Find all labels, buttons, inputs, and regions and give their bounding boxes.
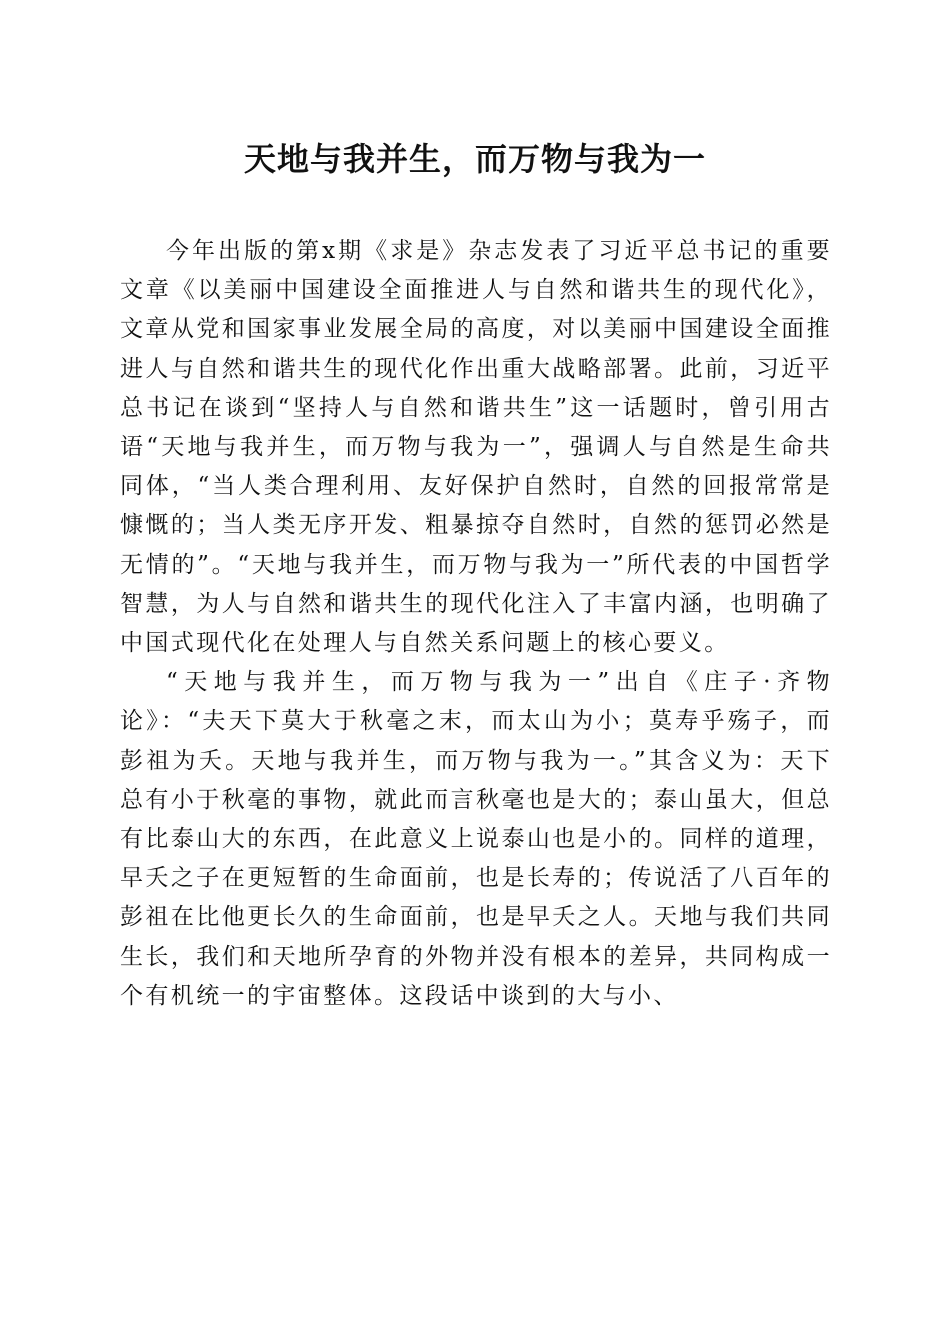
document-body: [120, 232, 832, 1016]
paragraph-1: 今年出版的第x期《求是》杂志发表了习近平总书记的重要文章《以美丽中国建设全面推进人与自然和谐共生的现代化》，文章从党和国家事业发展全局的高度，对以美丽中国建设全面推进人与自然和谐共生的现代化作出重大战略部署。此前，习近平总书记在谈到“坚持人与自然和谐共生”这一话题时，曾引用古语“天地与我并生，而万物与我为一”，强调人与自然是生命共同体，“当人类合理利用、友好保护自然时，自然的回报常常是慷慨的；当人类无序开发、粗暴掠夺自然时，自然的惩罚必然是无情的”。“天地与我并生，而万物与我为一”所代表的中国哲学智慧，为人与自然和谐共生的现代化注入了丰富内涵，也明确了中国式现代化在处理人与自然关系问题上的核心要义。: [120, 238, 832, 657]
paragraph-2: “天地与我并生，而万物与我为一”出自《庄子·齐物论》：“夫天下莫大于秋毫之末，而太山为小；莫寿乎殇子，而彭祖为夭。天地与我并生，而万物与我为一。”其含义为：天下总有小于秋毫的事物，就此而言秋毫也是大的；泰山虽大，但总有比泰山大的东西，在此意义上说泰山也是小的。同样的道理，早夭之子在更短暂的生命面前，也是长寿的；传说活了八百年的彭祖在比他更长久的生命面前，也是早夭之人。天地与我们共同生长，我们和天地所孕育的外物并没有根本的差异，共同构成一个有机统一的宇宙整体。这段话中谈到的大与小、: [120, 669, 832, 1009]
document-title: 天地与我并生，而万物与我为一: [243, 140, 706, 178]
